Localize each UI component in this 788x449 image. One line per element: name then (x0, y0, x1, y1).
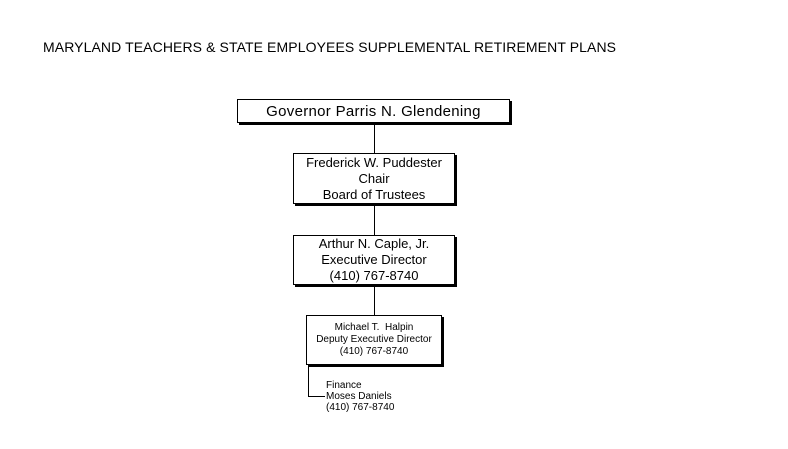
finance-unit-label: Finance (326, 380, 362, 391)
deputy-director-role: Deputy Executive Director (316, 334, 432, 345)
connector-finance-branch (308, 396, 325, 397)
connector-deputy-finance (308, 366, 309, 397)
finance-unit-phone: (410) 767-8740 (326, 402, 395, 413)
finance-unit-name: Moses Daniels (326, 391, 392, 402)
finance-unit (326, 380, 394, 413)
connector-governor-chair (374, 124, 375, 153)
connector-exec-deputy (374, 286, 375, 315)
governor-box (237, 99, 510, 123)
deputy-director-box (306, 315, 442, 365)
chair-role: Chair (358, 170, 390, 186)
executive-director-name: Arthur N. Caple, Jr. (318, 236, 430, 251)
chair-name: Frederick W. Puddester (306, 154, 442, 170)
chart-title: MARYLAND TEACHERS & STATE EMPLOYEES SUPPLEMENTAL RETIREMENT PLANS (43, 39, 617, 55)
chair-box (293, 153, 455, 204)
chair-org: Board of Trustees (322, 186, 426, 202)
executive-director-phone: (410) 767-8740 (329, 268, 419, 283)
executive-director-role: Executive Director (321, 252, 427, 267)
deputy-director-phone: (410) 767-8740 (339, 346, 409, 357)
deputy-director-name: Michael T. Halpin (334, 322, 414, 333)
executive-director-box (293, 235, 455, 285)
connector-chair-exec (374, 205, 375, 235)
governor-name: Governor Parris N. Glendening (266, 102, 481, 120)
